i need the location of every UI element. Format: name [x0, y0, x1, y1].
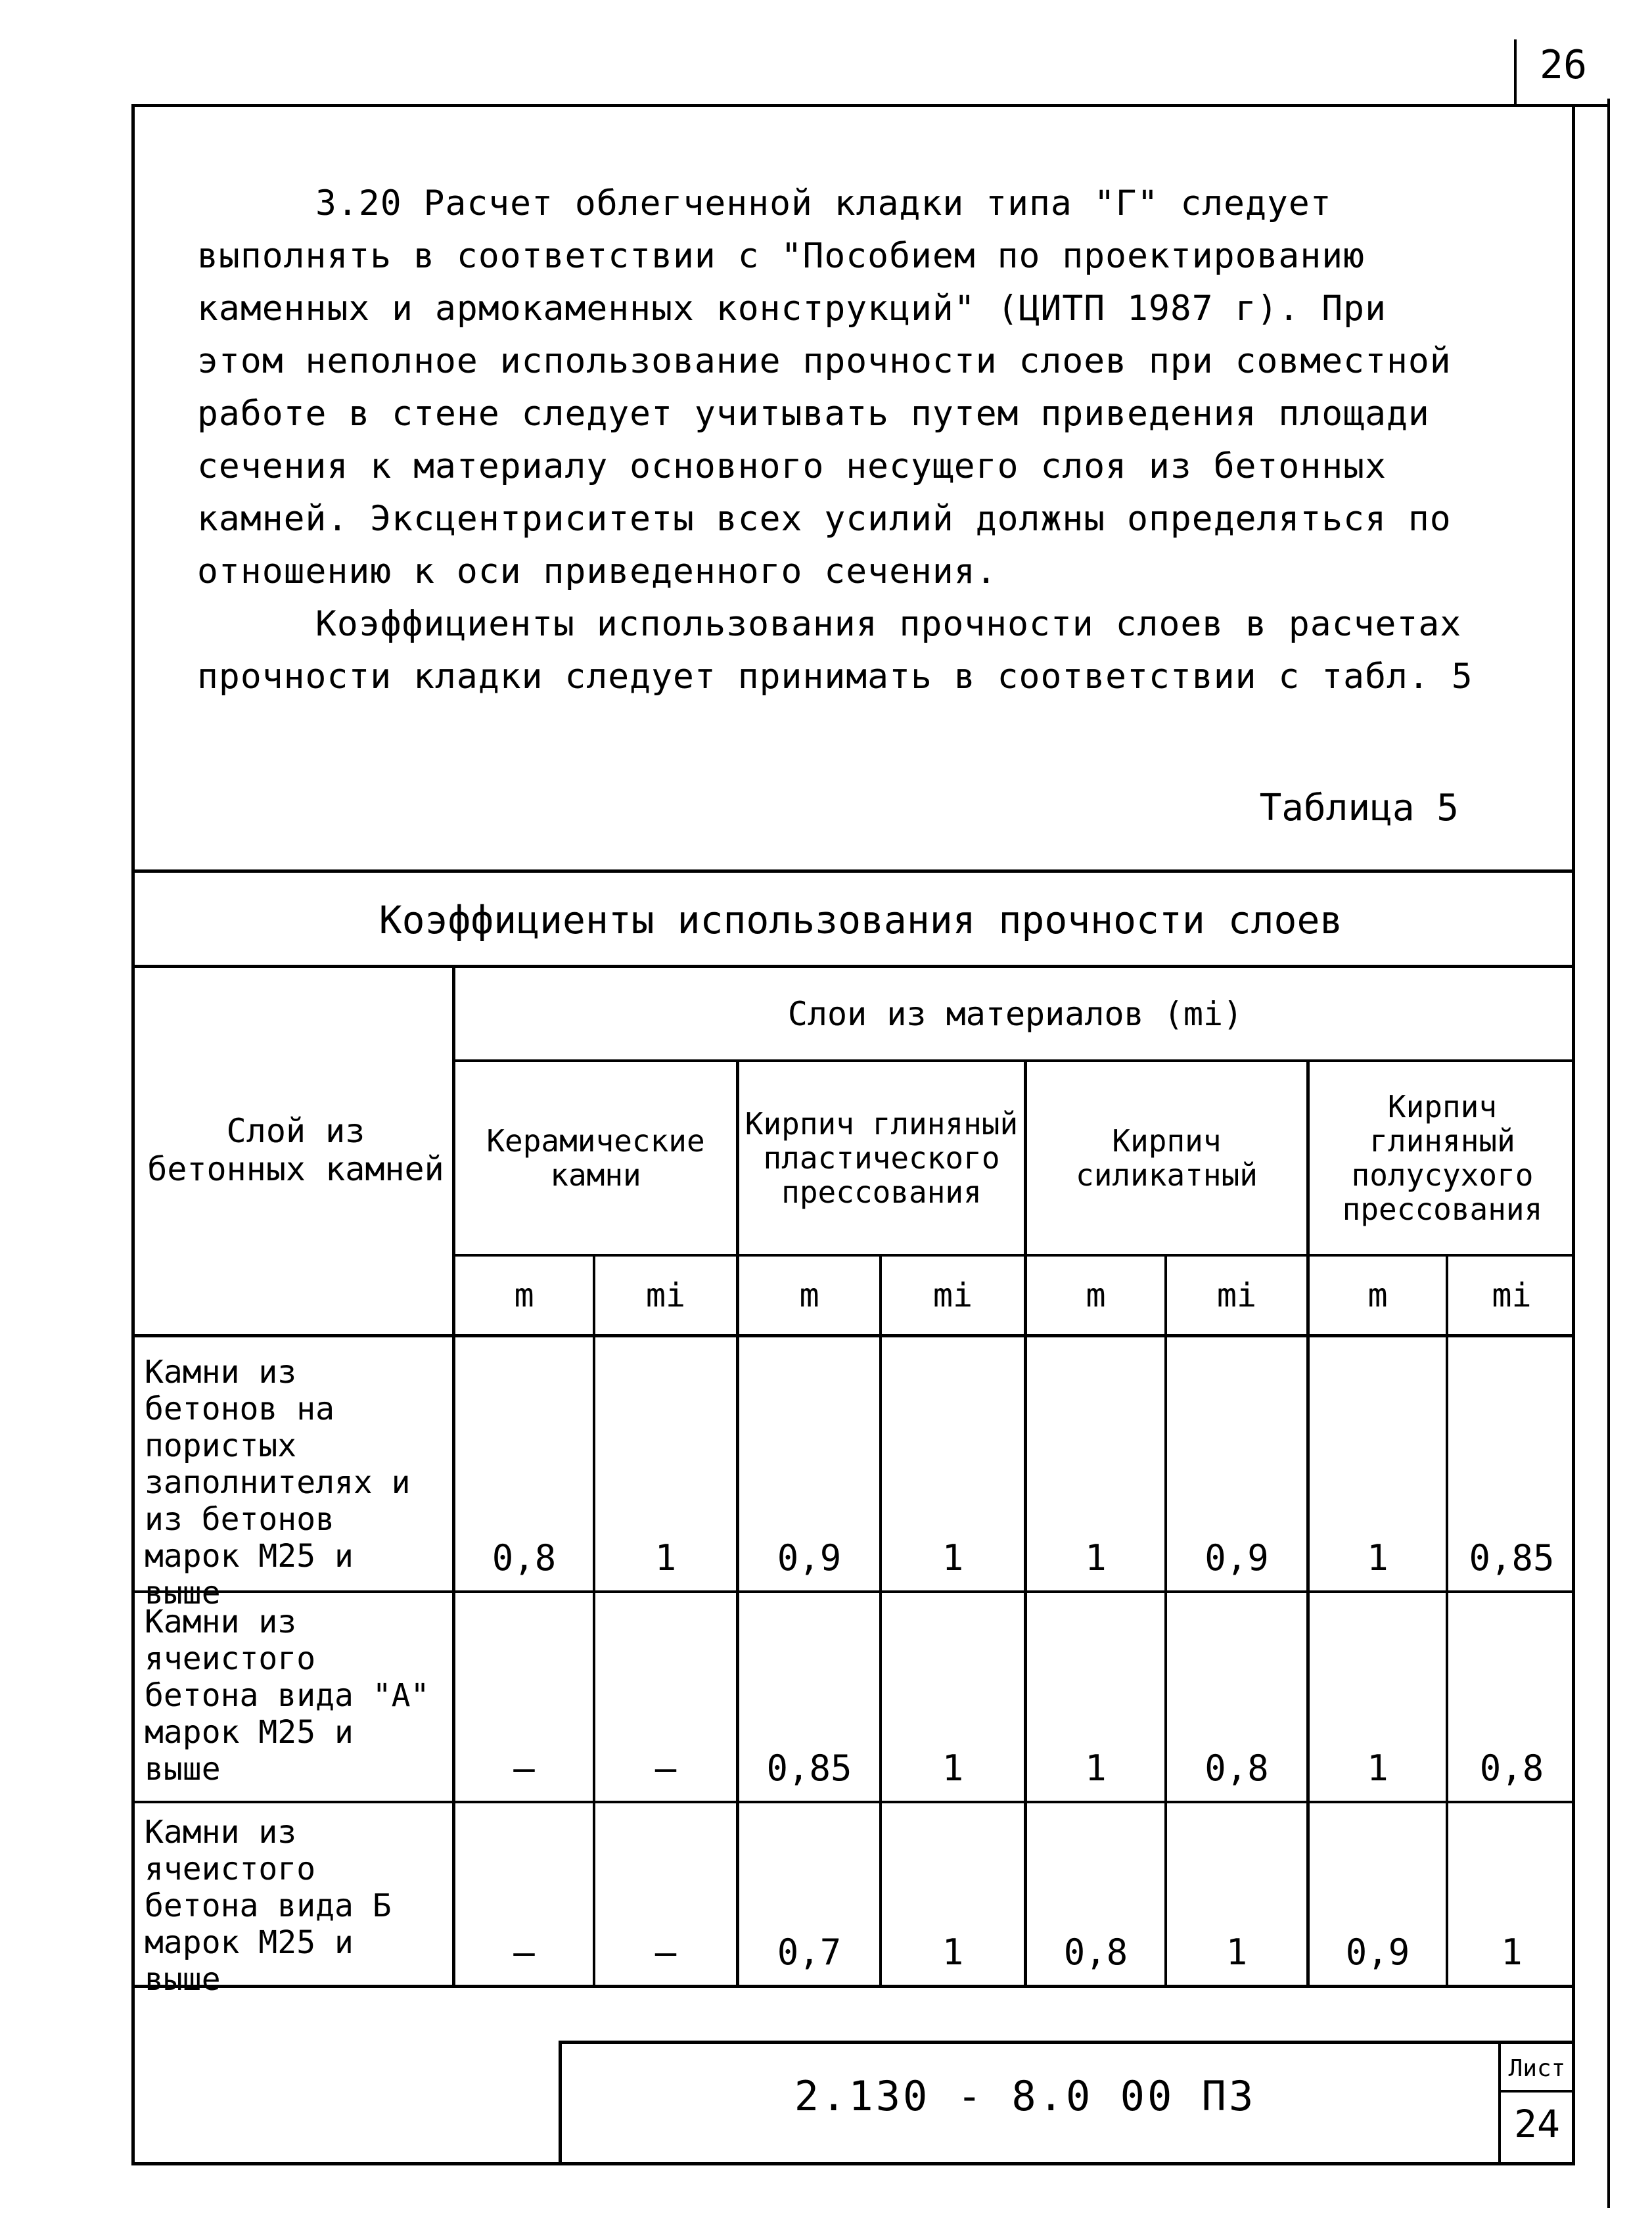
table-label: Таблица 5: [1259, 787, 1459, 829]
row-3-value-2: —: [654, 1931, 677, 1973]
row-3-value-1: —: [513, 1931, 535, 1973]
group-ceramic-stones: Керамические камни: [486, 1123, 705, 1193]
subheader-mi-2: mi: [932, 1276, 973, 1314]
subheader-mi-1: mi: [645, 1276, 686, 1314]
subheader-m-1: m: [514, 1276, 534, 1314]
row-2-value-4: 1: [942, 1747, 964, 1789]
row-2-value-1: —: [513, 1747, 535, 1789]
row-3-value-3: 0,7: [777, 1931, 842, 1973]
row-2-value-3: 0,85: [766, 1747, 852, 1789]
frame-right-outer: [1607, 99, 1610, 2208]
row-3-value-6: 1: [1226, 1931, 1248, 1973]
paragraph-coefficients: Коэффициенты использования прочности слоев в расчетах прочности кладки следует принимать в соответствии с табл. 5: [197, 604, 1473, 697]
row-header-label: Слой из бетонных камней: [147, 1112, 444, 1188]
row-2-value-7: 1: [1367, 1747, 1388, 1789]
row-3-value-7: 0,9: [1345, 1931, 1410, 1973]
row-3-value-4: 1: [942, 1931, 964, 1973]
row-1-value-6: 0,9: [1205, 1537, 1269, 1579]
row-1-value-3: 0,9: [777, 1537, 842, 1579]
row-3-value-8: 1: [1501, 1931, 1523, 1973]
subheader-m-4: m: [1367, 1276, 1388, 1314]
row-3-value-5: 0,8: [1063, 1931, 1128, 1973]
frame-bottom: [131, 2162, 1575, 2165]
body-text: [197, 177, 1485, 703]
page-number: 26: [1539, 42, 1588, 88]
group-silicate-brick: Кирпич силикатный: [1076, 1123, 1258, 1193]
row-2-value-5: 1: [1085, 1747, 1107, 1789]
frame-top: [131, 104, 1610, 107]
sheet-label: Лист: [1508, 2055, 1566, 2082]
title-block-left: [559, 2041, 562, 2165]
sheet-number: 24: [1514, 2102, 1560, 2146]
table-top-rule: [131, 869, 1575, 873]
frame-left: [131, 104, 135, 2165]
document-code: 2.130 - 8.0 00 ПЗ: [794, 2072, 1256, 2120]
row-1-value-7: 1: [1367, 1537, 1388, 1579]
subheader-mi-3: mi: [1216, 1276, 1257, 1314]
subheader-m-3: m: [1086, 1276, 1106, 1314]
subheader-mi-4: mi: [1492, 1276, 1532, 1314]
row-1-value-1: 0,8: [492, 1537, 557, 1579]
row-2-value-2: —: [654, 1747, 677, 1789]
row-2-label: Камни из ячеистого бетона вида "А" марок М25 и выше: [145, 1604, 430, 1788]
group-clay-brick-plastic: Кирпич глиняный пластического прессования: [745, 1106, 1019, 1210]
row-2-value-6: 0,8: [1205, 1747, 1269, 1789]
row-3-label: Камни из ячеистого бетона вида Б марок М25 и выше: [145, 1814, 392, 1998]
row-1-label: Камни из бетонов на пористых заполнителях и из бетонов марок М25 и выше: [145, 1354, 411, 1611]
row-1-value-5: 1: [1085, 1537, 1107, 1579]
table-title: Коэффициенты использования прочности слоев: [379, 898, 1343, 942]
row-1-value-2: 1: [654, 1537, 677, 1579]
row-2-value-8: 0,8: [1479, 1747, 1544, 1789]
group-clay-brick-semidry: Кирпич глиняный полусухого прессования: [1342, 1089, 1543, 1227]
row-1-value-8: 0,85: [1469, 1537, 1555, 1579]
subheader-m-2: m: [799, 1276, 819, 1314]
row-1-value-4: 1: [942, 1537, 964, 1579]
layers-header: Слои из материалов (mi): [787, 994, 1243, 1033]
sheet-cell-left: [1498, 2041, 1501, 2165]
paragraph-3-20: 3.20 Расчет облегченной кладки типа "Г" следует выполнять в соответствии с "Пособием по проектированию каменных и армокаменных конструкций" (ЦИТП 1987 г). При этом неполное использование прочности слоев при совместной работе в стене следует учитывать путем приведения площади сечения к материалу основного несущего слоя из бетонных камней. Эксцентриситеты всех усилий должны определяться по отношению к оси приведенного сечения.: [197, 183, 1452, 591]
